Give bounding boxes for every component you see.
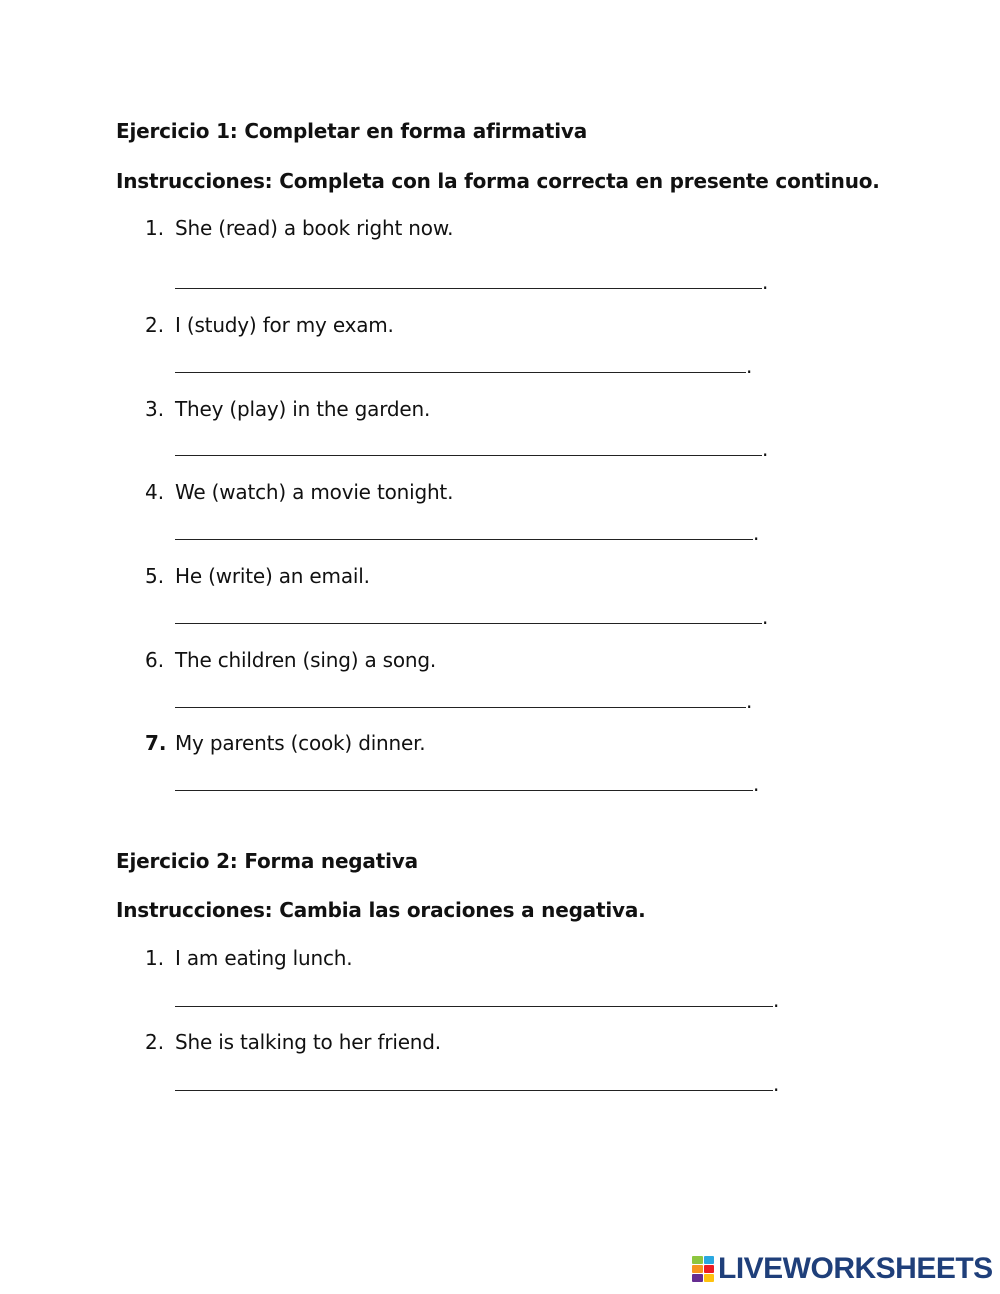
item-number: 1. — [145, 946, 165, 970]
exercise-1-answer-2[interactable] — [175, 352, 760, 376]
item-sentence: I am eating lunch. — [175, 946, 353, 970]
liveworksheets-logo-text: LIVEWORKSHEETS — [718, 1252, 993, 1285]
item-number: 7. — [145, 731, 167, 755]
item-number: 2. — [145, 1030, 165, 1054]
item-number: 3. — [145, 397, 165, 421]
answer-line — [175, 623, 762, 624]
exercise-1-answer-7[interactable] — [175, 770, 767, 794]
answer-period: . — [762, 437, 769, 461]
liveworksheets-logo-icon — [692, 1256, 714, 1282]
answer-line — [175, 455, 762, 456]
answer-period: . — [762, 605, 769, 629]
item-sentence: We (watch) a movie tonight. — [175, 480, 454, 504]
item-number: 6. — [145, 648, 165, 672]
exercise-2-title: Ejercicio 2: Forma negativa — [116, 849, 418, 873]
item-sentence: He (write) an email. — [175, 564, 370, 588]
logo-tile — [692, 1265, 703, 1273]
answer-line — [175, 1090, 773, 1091]
answer-period: . — [773, 1072, 780, 1096]
exercise-2-answer-2[interactable] — [175, 1070, 787, 1094]
item-number: 5. — [145, 564, 165, 588]
item-sentence: My parents (cook) dinner. — [175, 731, 426, 755]
exercise-1-answer-6[interactable] — [175, 687, 760, 711]
item-number: 1. — [145, 216, 165, 240]
item-sentence: The children (sing) a song. — [175, 648, 437, 672]
logo-tile — [704, 1274, 715, 1282]
answer-line — [175, 707, 746, 708]
answer-line — [175, 790, 753, 791]
item-number: 4. — [145, 480, 165, 504]
exercise-1-answer-1[interactable] — [175, 268, 775, 292]
logo-tile — [704, 1256, 715, 1264]
answer-line — [175, 1006, 773, 1007]
exercise-1-title: Ejercicio 1: Completar en forma afirmativa — [116, 119, 587, 143]
answer-line — [175, 372, 746, 373]
item-sentence: She is talking to her friend. — [175, 1030, 441, 1054]
item-sentence: They (play) in the garden. — [175, 397, 431, 421]
answer-line — [175, 539, 753, 540]
logo-tile — [704, 1265, 715, 1273]
item-number: 2. — [145, 313, 165, 337]
exercise-2-answer-1[interactable] — [175, 986, 787, 1010]
exercise-1-answer-3[interactable] — [175, 435, 775, 459]
exercise-1-instructions: Instrucciones: Completa con la forma correcta en presente continuo. — [116, 169, 880, 193]
answer-period: . — [762, 270, 769, 294]
item-sentence: I (study) for my exam. — [175, 313, 394, 337]
exercise-1-answer-4[interactable] — [175, 519, 767, 543]
answer-period: . — [753, 521, 760, 545]
answer-period: . — [746, 354, 753, 378]
item-sentence: She (read) a book right now. — [175, 216, 454, 240]
answer-period: . — [753, 772, 760, 796]
exercise-1-answer-5[interactable] — [175, 603, 775, 627]
answer-line — [175, 288, 762, 289]
answer-period: . — [746, 689, 753, 713]
answer-period: . — [773, 988, 780, 1012]
logo-tile — [692, 1274, 703, 1282]
liveworksheets-logo[interactable] — [692, 1254, 993, 1284]
exercise-2-instructions: Instrucciones: Cambia las oraciones a negativa. — [116, 898, 646, 922]
logo-tile — [692, 1256, 703, 1264]
